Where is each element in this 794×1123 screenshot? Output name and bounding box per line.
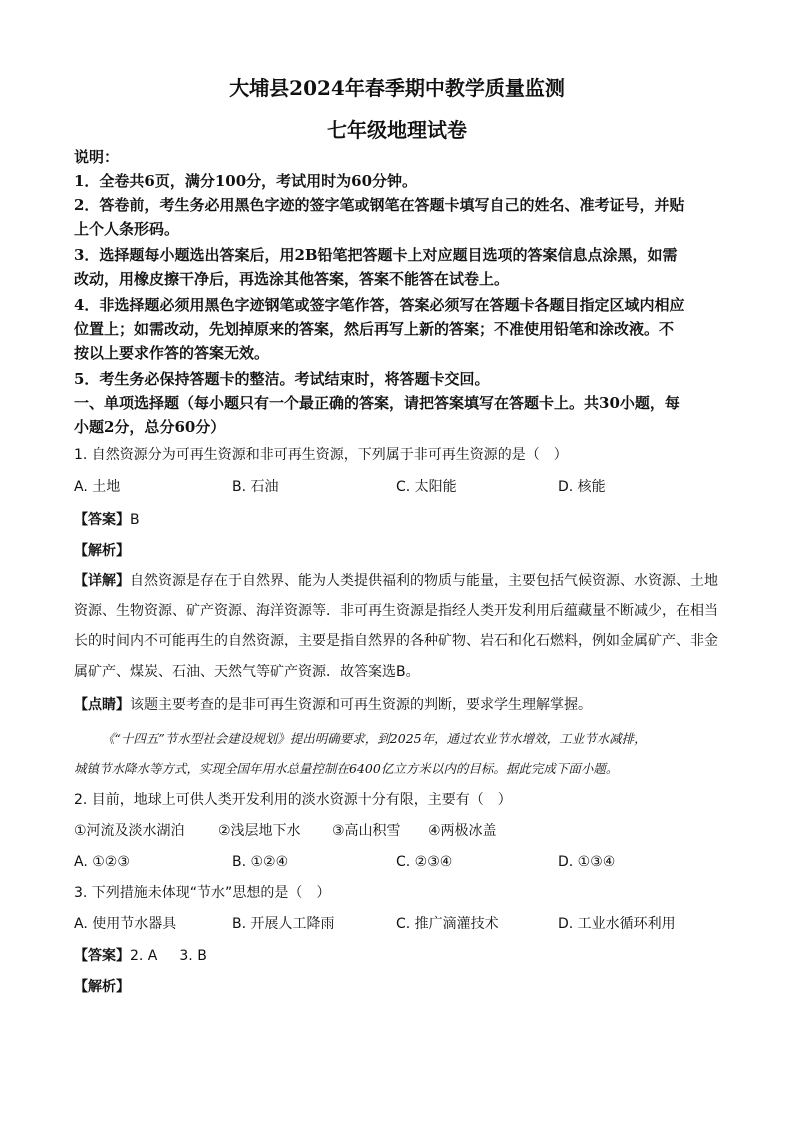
instruction-line: 位置上；如需改动，先划掉原来的答案，然后再写上新的答案；不准使用铅笔和涂改液。不 <box>74 320 675 338</box>
q1-detail-line: 长的时间内不可能再生的自然资源，主要是指自然界的各种矿物、岩石和化石燃料，例如金属矿产、非金 <box>74 633 718 649</box>
page-subtitle: 七年级地理试卷 <box>327 118 467 142</box>
instructions-heading: 说明： <box>74 148 120 166</box>
q2-option-b: B. ①②④ <box>232 854 289 870</box>
analysis-tag: 【解析】 <box>74 543 130 559</box>
answer-tag: 【答案】 <box>74 512 130 528</box>
question-1-stem: 1. 自然资源分为可再生资源和非可再生资源，下列属于非可再生资源的是（ ） <box>74 447 568 463</box>
q2-item-3: ③高山积雪 <box>332 823 401 839</box>
page-title: 大埔县2024年春季期中教学质量监测 <box>229 76 565 100</box>
question-2-stem: 2. 目前，地球上可供人类开发利用的淡水资源十分有限，主要有（ ） <box>74 792 512 808</box>
q2-option-d: D. ①③④ <box>558 854 616 870</box>
q1-detail-line: 属矿产、煤炭、石油、天然气等矿产资源．故答案选B。 <box>74 664 420 680</box>
instruction-line: 改动，用橡皮擦干净后，再选涂其他答案，答案不能答在试卷上。 <box>74 270 510 288</box>
detail-text: 自然资源是存在于自然界、能为人类提供福利的物质与能量，主要包括气候资源、水资源、土地 <box>130 573 718 589</box>
reading-material-line: 《“十四五”节水型社会建设规划》提出明确要求，到2025年，通过农业节水增效，工业节水减排， <box>102 731 647 746</box>
q1-comment <box>74 694 724 716</box>
instruction-line: 1．全卷共6页，满分100分，考试用时为60分钟。 <box>74 172 418 190</box>
q3-option-a: A. 使用节水器具 <box>74 916 177 932</box>
q2-q3-analysis <box>74 975 724 998</box>
instruction-line: 4．非选择题必须用黑色字迹钢笔或签字笔作答，答案必须写在答题卡各题目指定区域内相应 <box>74 296 685 314</box>
question-3-stem: 3. 下列措施未体现“节水”思想的是（ ） <box>74 885 331 901</box>
answer-q2: 2. A <box>130 948 158 964</box>
q2-q3-answers <box>74 944 724 967</box>
q1-option-c: C. 太阳能 <box>396 479 457 495</box>
q1-option-b: B. 石油 <box>232 479 279 495</box>
q3-option-c: C. 推广滴灌技术 <box>396 916 499 932</box>
analysis-tag: 【解析】 <box>74 979 130 995</box>
answer-q3: 3. B <box>179 948 207 964</box>
q1-option-d: D. 核能 <box>558 479 606 495</box>
instruction-line: 按以上要求作答的答案无效。 <box>74 344 270 362</box>
q2-item-4: ④两极冰盖 <box>428 823 497 839</box>
q3-option-d: D. 工业水循环利用 <box>558 916 676 932</box>
instruction-line: 上个人条形码。 <box>74 220 180 238</box>
instruction-line: 5．考生务必保持答题卡的整洁。考试结束时，将答题卡交回。 <box>74 370 490 388</box>
q2-item-2: ②浅层地下水 <box>218 823 301 839</box>
q3-option-b: B. 开展人工降雨 <box>232 916 335 932</box>
answer-tag: 【答案】 <box>74 948 130 964</box>
detail-tag: 【详解】 <box>74 573 130 589</box>
q1-answer <box>74 508 724 531</box>
q1-detail-line: 资源、生物资源、矿产资源、海洋资源等．非可再生资源是指经人类开发利用后蕴藏量不断减少，在相当 <box>74 603 718 619</box>
answer-value: B <box>130 512 140 528</box>
instruction-line: 3．选择题每小题选出答案后，用2B铅笔把答题卡上对应题目选项的答案信息点涂黑，如需 <box>74 246 678 264</box>
reading-material-line: 城镇节水降水等方式，实现全国年用水总量控制在6400亿立方米以内的目标。据此完成下面小题。 <box>74 761 619 776</box>
comment-text: 该题主要考查的是非可再生资源和可再生资源的判断，要求学生理解掌握。 <box>130 697 592 713</box>
q1-analysis <box>74 539 724 562</box>
q1-option-a: A. 土地 <box>74 479 121 495</box>
section-heading: 一、单项选择题（每小题只有一个最正确的答案，请把答案填写在答题卡上。共30小题，每 <box>74 394 680 412</box>
section-heading-cont: 小题2分，总分60分） <box>74 418 226 436</box>
q2-option-c: C. ②③④ <box>396 854 453 870</box>
q1-detail-line <box>74 570 724 592</box>
instruction-line: 2．答卷前，考生务必用黑色字迹的签字笔或钢笔在答题卡填写自己的姓名、准考证号，并贴 <box>74 196 685 214</box>
q2-item-1: ①河流及淡水湖泊 <box>74 823 185 839</box>
comment-tag: 【点睛】 <box>74 697 130 713</box>
q2-option-a: A. ①②③ <box>74 854 130 870</box>
